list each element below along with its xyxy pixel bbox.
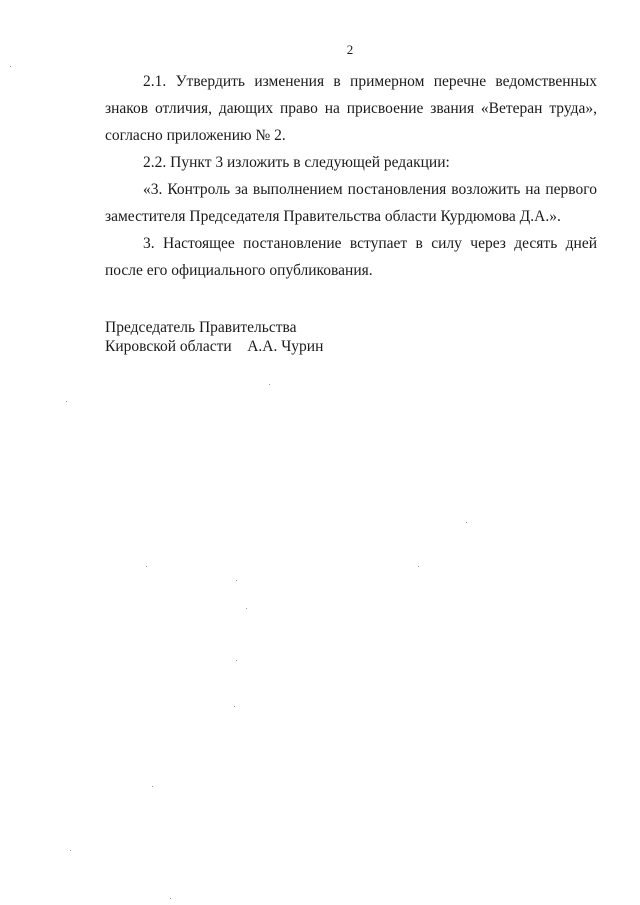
scan-speck xyxy=(10,66,11,67)
scan-speck xyxy=(466,522,467,523)
document-body xyxy=(105,68,597,284)
scan-speck xyxy=(234,706,235,707)
signatory-name: А.А. Чурин xyxy=(247,338,324,355)
scan-speck xyxy=(170,898,171,899)
page-number: 2 xyxy=(346,42,354,57)
signature-block xyxy=(105,318,323,356)
signature-region-line xyxy=(105,337,323,356)
paragraph-3: 3. Настоящее постановление вступает в силу через десять дней после его официального опубликования. xyxy=(105,235,597,279)
scan-speck xyxy=(418,566,419,567)
paragraph-quote-3: «3. Контроль за выполнением постановления возложить на первого заместителя Председателя Правительства области Курдюмова Д.А.». xyxy=(105,181,597,225)
paragraph-2-2: 2.2. Пункт 3 изложить в следующей редакции: xyxy=(143,154,450,171)
scan-speck xyxy=(152,786,153,787)
scan-speck xyxy=(246,608,247,609)
scan-speck xyxy=(70,850,71,851)
scan-speck xyxy=(66,401,67,402)
scan-speck xyxy=(236,580,237,581)
scan-speck xyxy=(146,566,147,567)
scan-speck xyxy=(269,384,270,385)
signature-title: Председатель Правительства xyxy=(105,319,297,336)
signature-region: Кировской области xyxy=(105,338,232,355)
scan-speck xyxy=(236,660,237,661)
paragraph-2-1: 2.1. Утвердить изменения в примерном перечне ведомственных знаков отличия, дающих право на присвоение звания «Ветеран труда», согласно приложению № 2. xyxy=(105,73,597,144)
